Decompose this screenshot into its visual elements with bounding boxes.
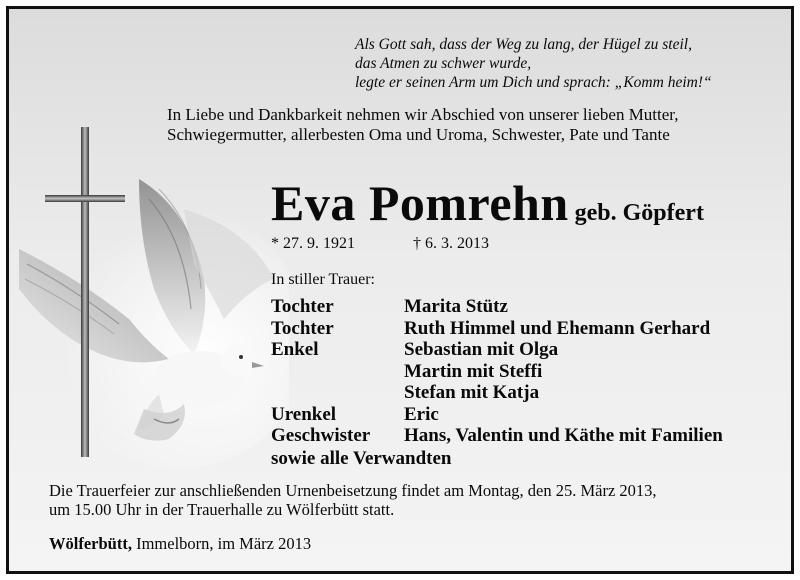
quote-line: legte er seinen Arm um Dich und sprach: „Komm heim!“ xyxy=(355,74,712,91)
family-names: Sebastian mit Olga xyxy=(404,339,559,360)
place-town: Wölferbütt, xyxy=(49,534,132,553)
quote-line: das Atmen zu schwer wurde, xyxy=(355,55,532,72)
family-relation: Tochter xyxy=(271,317,334,339)
family-relation: Enkel xyxy=(271,339,319,360)
maiden-name: geb. Göpfert xyxy=(574,200,704,226)
family-names: Hans, Valentin und Käthe mit Familien xyxy=(404,425,723,446)
family-names: Marita Stütz xyxy=(404,296,508,317)
life-dates xyxy=(271,235,489,253)
family-names: Eric xyxy=(404,403,439,425)
family-row xyxy=(271,296,723,318)
intro-text xyxy=(167,105,759,145)
obituary-notice xyxy=(6,6,794,574)
service-line: Die Trauerfeier zur anschließenden Urnenbeisetzung findet am Montag, den 25. März 2013, xyxy=(49,481,657,500)
family-row xyxy=(271,361,723,383)
family-row xyxy=(271,425,723,447)
family-names: Martin mit Steffi xyxy=(404,360,543,382)
family-row xyxy=(271,318,723,340)
birth-date: * 27. 9. 1921 xyxy=(271,235,355,252)
place-date xyxy=(49,534,311,554)
family-names: Stefan mit Katja xyxy=(404,382,540,403)
family-row xyxy=(271,339,723,361)
family-row xyxy=(271,404,723,426)
place-rest: Immelborn, im März 2013 xyxy=(131,534,312,553)
intro-line: Schwiegermutter, allerbesten Oma und Uroma, Schwester, Pate und Tante xyxy=(167,125,670,144)
family-names: Ruth Himmel und Ehemann Gerhard xyxy=(404,317,711,339)
quote xyxy=(355,35,712,92)
deceased-name: Eva Pomrehn xyxy=(271,175,569,231)
deceased-name-line xyxy=(271,174,704,232)
mourning-label: In stiller Trauer: xyxy=(271,271,375,288)
family-relation: Tochter xyxy=(271,296,334,317)
closing-line: sowie alle Verwandten xyxy=(271,448,452,469)
intro-line: In Liebe und Dankbarkeit nehmen wir Abschied von unserer lieben Mutter, xyxy=(167,105,679,124)
family-relation: Geschwister xyxy=(271,425,371,446)
family-list xyxy=(271,296,723,447)
family-row xyxy=(271,382,723,404)
service-line: um 15.00 Uhr in der Trauerhalle zu Wölferbütt statt. xyxy=(49,500,395,519)
family-relation: Urenkel xyxy=(271,403,337,425)
death-date: † 6. 3. 2013 xyxy=(413,235,489,252)
quote-line: Als Gott sah, dass der Weg zu lang, der Hügel zu steil, xyxy=(355,36,692,53)
cross-icon xyxy=(45,127,125,457)
service-text xyxy=(49,481,759,519)
